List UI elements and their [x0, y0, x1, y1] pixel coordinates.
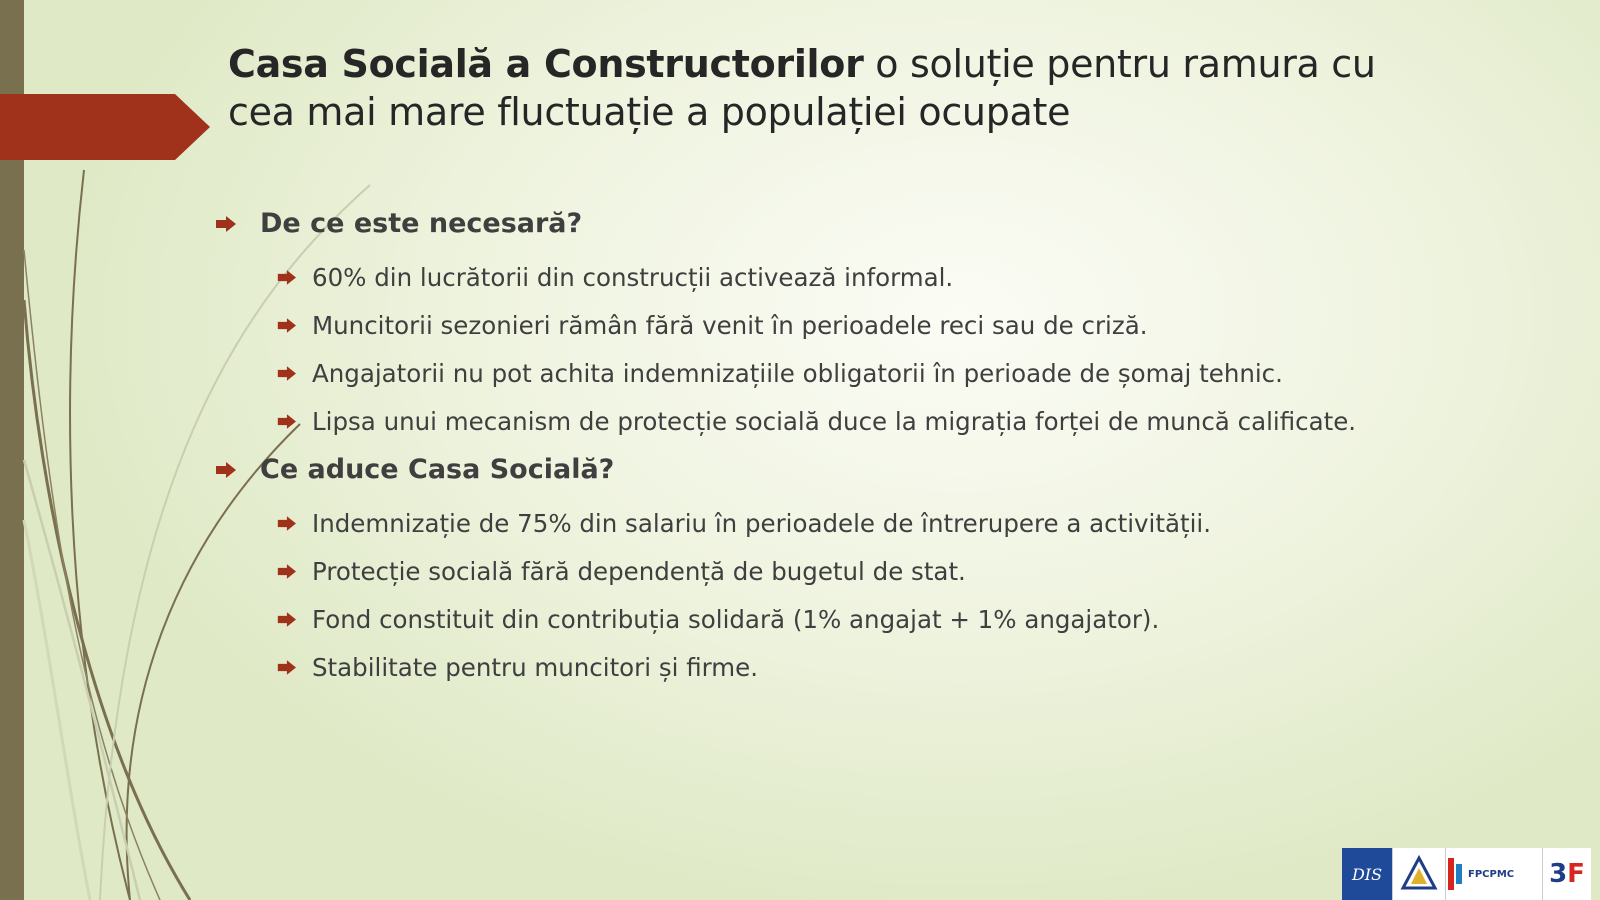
section-heading-text: De ce este necesară? — [260, 208, 583, 239]
dis-logo-text: DIS — [1351, 864, 1383, 884]
arrow-bullet-icon — [276, 414, 296, 429]
arrow-bullet-icon — [214, 216, 236, 232]
arrow-bullet-icon — [276, 612, 296, 627]
section-heading-text: Ce aduce Casa Socială? — [260, 454, 615, 485]
three-f-logo — [1542, 848, 1591, 900]
fpcpmc-logo-text: FPCPMC — [1468, 868, 1515, 880]
list-item-text: Protecție socială fără dependență de bugetul de stat. — [312, 557, 966, 586]
list-item — [214, 552, 1554, 592]
partner-logos — [1342, 848, 1591, 900]
fpcpmc-logo — [1445, 848, 1542, 900]
arrow-bullet-icon — [276, 564, 296, 579]
arrow-bullet-icon — [276, 660, 296, 675]
triangle-logo-icon — [1399, 854, 1439, 894]
slide-content — [214, 204, 1554, 696]
list-item-text: Lipsa unui mecanism de protecție socială duce la migrația forței de muncă calificate. — [312, 407, 1357, 436]
title-rest-part: o soluție pentru ramura cu cea mai mare fluctuație a populației ocupate — [228, 42, 1376, 134]
list-item — [214, 258, 1554, 298]
list-item-text: Indemnizație de 75% din salariu în perioadele de întrerupere a activității. — [312, 509, 1211, 538]
three-f-digit: 3 — [1549, 859, 1568, 889]
sindicat-logo — [1392, 848, 1445, 900]
list-item — [214, 306, 1554, 346]
section-heading — [214, 450, 1554, 490]
list-item-text: Muncitorii sezonieri rămân fără venit în perioadele reci sau de criză. — [312, 311, 1148, 340]
list-item — [214, 648, 1554, 688]
list-item-text: 60% din lucrătorii din construcții activează informal. — [312, 263, 954, 292]
section-heading — [214, 204, 1554, 244]
list-item — [214, 600, 1554, 640]
list-item-text: Fond constituit din contribuția solidară (1% angajat + 1% angajator). — [312, 605, 1160, 634]
list-item — [214, 354, 1554, 394]
title-bold-part: Casa Socială a Constructorilor — [228, 42, 864, 86]
arrow-bullet-icon — [214, 462, 236, 478]
arrow-bullet-icon — [276, 516, 296, 531]
list-item-text: Angajatorii nu pot achita indemnizațiile obligatorii în perioade de șomaj tehnic. — [312, 359, 1283, 388]
list-item-text: Stabilitate pentru muncitori și firme. — [312, 653, 759, 682]
title-arrow-flag — [0, 94, 210, 160]
list-item — [214, 504, 1554, 544]
arrow-bullet-icon — [276, 318, 296, 333]
arrow-bullet-icon — [276, 366, 296, 381]
three-f-letter: F — [1567, 859, 1585, 889]
list-item — [214, 402, 1554, 442]
arrow-bullet-icon — [276, 270, 296, 285]
fpcpmc-mark-icon — [1446, 856, 1464, 892]
slide-title — [228, 40, 1428, 136]
dis-logo — [1342, 848, 1392, 900]
